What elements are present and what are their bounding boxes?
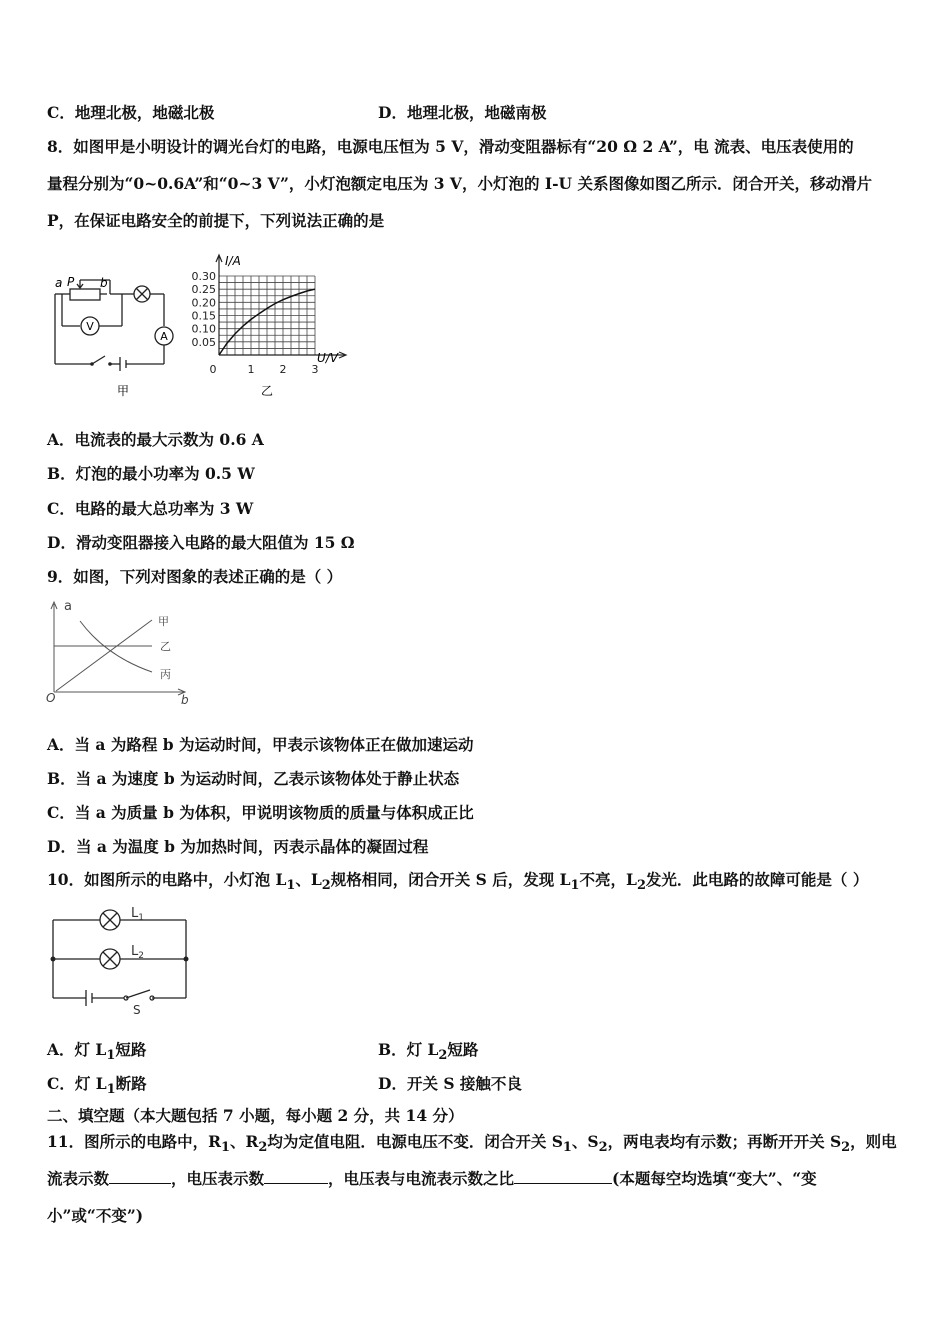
q9-stem: 9．如图，下列对图象的表述正确的是（ ） bbox=[47, 567, 343, 586]
q11-sub: 2 bbox=[598, 1140, 608, 1156]
x-tick-label: 0 bbox=[209, 363, 217, 376]
q11-text: 均为定值电阻．电源电压不变．闭合开关 S bbox=[267, 1132, 563, 1151]
q10-sub: 1 bbox=[106, 1048, 116, 1064]
q11-text: ，则电 bbox=[850, 1132, 897, 1151]
lamp-l1-label bbox=[131, 906, 144, 923]
q8-figure-yi-chart bbox=[185, 250, 355, 400]
y-tick-label: 0.10 bbox=[191, 322, 216, 336]
rheostat-end-a: a bbox=[55, 276, 63, 290]
x-tick-label: 2 bbox=[279, 363, 287, 376]
q7-option-d: D．地理北极，地磁南极 bbox=[378, 103, 547, 122]
q11-sub: 2 bbox=[841, 1140, 851, 1156]
q10-stem-text: 10．如图所示的电路中，小灯泡 L bbox=[47, 870, 287, 889]
q9-option-c: C．当 a 为质量 b 为体积，甲说明该物质的质量与体积成正比 bbox=[47, 803, 474, 822]
y-tick-label: 0.30 bbox=[191, 270, 216, 283]
figure-jia-caption: 甲 bbox=[116, 384, 130, 398]
lamp-l1-sub: 1 bbox=[138, 913, 144, 923]
figure-yi-caption: 乙 bbox=[260, 384, 274, 398]
lamp-l2-main: L bbox=[131, 944, 139, 959]
q11-text: 流表示数 bbox=[47, 1169, 110, 1188]
q8-option-a: A．电流表的最大示数为 0.6 A bbox=[47, 430, 264, 449]
q9-line-jia-label: 甲 bbox=[158, 615, 169, 628]
q10-option-text: 短路 bbox=[447, 1040, 479, 1059]
slider-p-label: P bbox=[67, 275, 75, 289]
q11-sub: 1 bbox=[562, 1140, 572, 1156]
q10-sub: 1 bbox=[570, 878, 580, 894]
q10-stem-text: 、L bbox=[295, 870, 322, 889]
q10-option-text: 短路 bbox=[115, 1040, 147, 1059]
y-tick-label: 0.15 bbox=[191, 309, 216, 323]
q10-stem-text: 发光．此电路的故障可能是（ ） bbox=[645, 870, 869, 889]
q11-text: (本题每空均选填“变大”、“变 bbox=[612, 1169, 817, 1188]
q10-figure-circuit bbox=[48, 902, 198, 1017]
y-axis-label: I/A bbox=[225, 254, 241, 268]
answer-blank-2[interactable] bbox=[264, 1169, 328, 1184]
q11-text: ，电压表与电流表示数之比 bbox=[328, 1169, 515, 1188]
answer-blank-1[interactable] bbox=[109, 1169, 171, 1184]
q8-option-d: D．滑动变阻器接入电路的最大阻值为 15 Ω bbox=[47, 533, 355, 552]
lamp-l2-sub: 2 bbox=[138, 951, 144, 961]
q8-stem-line1: 8．如图甲是小明设计的调光台灯的电路，电源电压恒为 5 V，滑动变阻器标有“20 Ω 2 A”，电 流表、电压表使用的 bbox=[47, 137, 854, 156]
q9-option-d: D．当 a 为温度 b 为加热时间，丙表示晶体的凝固过程 bbox=[47, 837, 429, 856]
voltmeter-label: V bbox=[86, 320, 94, 333]
q11-text: ，电压表示数 bbox=[171, 1169, 265, 1188]
x-axis-label: U/V bbox=[317, 351, 339, 365]
q9-line-yi-label: 乙 bbox=[160, 640, 171, 653]
q10-stem bbox=[47, 869, 868, 897]
answer-blank-3[interactable] bbox=[514, 1169, 612, 1184]
q10-option-text: C．灯 L bbox=[47, 1074, 107, 1093]
y-tick-label: 0.05 bbox=[191, 335, 216, 349]
rheostat-end-b: b bbox=[100, 276, 108, 290]
q8-figure-jia-circuit bbox=[50, 272, 190, 402]
q10-sub: 1 bbox=[106, 1082, 116, 1098]
q10-option-text: B．灯 L bbox=[378, 1040, 439, 1059]
q10-option-c bbox=[47, 1072, 147, 1097]
q8-option-c: C．电路的最大总功率为 3 W bbox=[47, 499, 254, 518]
q8-stem-line3: P，在保证电路安全的前提下，下列说法正确的是 bbox=[47, 211, 385, 230]
q10-sub: 2 bbox=[438, 1048, 448, 1064]
q11-sub: 1 bbox=[220, 1140, 230, 1156]
q11-sub: 2 bbox=[258, 1140, 268, 1156]
q7-option-c: C．地理北极，地磁北极 bbox=[47, 103, 215, 122]
q11-line1 bbox=[47, 1131, 897, 1159]
q10-stem-text: 不亮，L bbox=[579, 870, 637, 889]
q11-text: 、S bbox=[571, 1132, 599, 1151]
switch-s-label: S bbox=[133, 1003, 141, 1017]
q11-text: 11．图所示的电路中，R bbox=[47, 1132, 221, 1151]
q11-text: ，两电表均有示数；再断开开关 S bbox=[607, 1132, 842, 1151]
x-tick-label: 3 bbox=[311, 363, 319, 376]
q9-origin: O bbox=[46, 691, 56, 705]
q9-line-bing-label: 丙 bbox=[160, 668, 171, 681]
q8-option-b: B．灯泡的最小功率为 0.5 W bbox=[47, 464, 255, 483]
q10-sub: 2 bbox=[321, 878, 331, 894]
q9-axis-b: b bbox=[181, 693, 189, 706]
q10-option-text: 断路 bbox=[115, 1074, 147, 1093]
y-tick-label: 0.25 bbox=[191, 283, 216, 297]
q8-stem-line2: 量程分别为“0~0.6A”和“0~3 V”，小灯泡额定电压为 3 V，小灯泡的 I-U 关系图像如图乙所示．闭合开关，移动滑片 bbox=[47, 174, 872, 193]
ammeter-label: A bbox=[160, 330, 168, 343]
q11-line2 bbox=[47, 1168, 817, 1190]
q9-option-a: A．当 a 为路程 b 为运动时间，甲表示该物体正在做加速运动 bbox=[47, 735, 474, 754]
lamp-l2-label bbox=[131, 944, 144, 961]
y-tick-label: 0.20 bbox=[191, 296, 216, 310]
q11-line3: 小”或“不变”) bbox=[47, 1206, 144, 1225]
section2-title: 二、填空题（本大题包括 7 小题，每小题 2 分，共 14 分） bbox=[47, 1106, 464, 1125]
q9-axis-a: a bbox=[64, 599, 72, 614]
q9-figure-graph bbox=[44, 596, 194, 706]
q10-stem-text: 规格相同，闭合开关 S 后，发现 L bbox=[330, 870, 571, 889]
q9-option-b: B．当 a 为速度 b 为运动时间，乙表示该物体处于静止状态 bbox=[47, 769, 460, 788]
q11-text: 、R bbox=[229, 1132, 259, 1151]
q10-sub: 2 bbox=[636, 878, 646, 894]
lamp-l1-main: L bbox=[131, 906, 139, 921]
q10-option-d: D．开关 S 接触不良 bbox=[378, 1074, 522, 1093]
x-tick-label: 1 bbox=[247, 363, 255, 376]
q10-option-b bbox=[378, 1038, 478, 1063]
q10-option-text: A．灯 L bbox=[47, 1040, 107, 1059]
q10-sub: 1 bbox=[286, 878, 296, 894]
q10-option-a bbox=[47, 1038, 146, 1063]
